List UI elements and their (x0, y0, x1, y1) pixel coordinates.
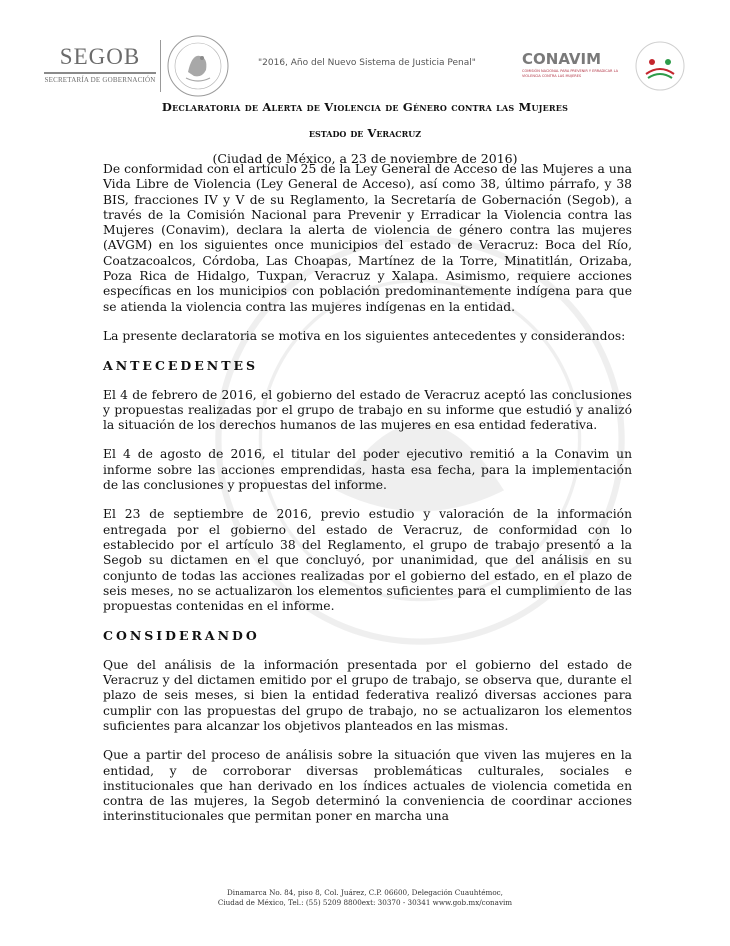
intro-paragraph: De conformidad con el artículo 25 de la Ley General de Acceso de las Mujeres a una Vida Libre de Violencia (Ley General de Acceso), así como 38, último párrafo, y 38 BIS, fracciones IV y V de su Reglamento, la Secretaría de Gobernación (Segob), a través de la Comisión Nacional para Prevenir y Erradicar la Violencia contra las Mujeres (Conavim), declara la alerta de violencia de género contra las mujeres (AVGM) en los siguientes once municipios del estado de Veracruz: Boca del Río, Coatzacoalcos, Córdoba, Las Choapas, Martínez de la Torre, Minatitlán, Orizaba, Poza Rica de Hidalgo, Tuxpan, Veracruz y Xalapa. Asimismo, requiere acciones específicas en los municipios con población predominantemente indígena para que se atienda la violencia contra las mujeres indígenas en la entidad. (103, 162, 632, 314)
conavim-subtitle: COMISIÓN NACIONAL PARA PREVENIR Y ERRADICAR LA VIOLENCIA CONTRA LAS MUJERES (522, 69, 618, 78)
segob-logo (40, 44, 160, 84)
motto-text: "2016, Año del Nuevo Sistema de Justicia Penal" (258, 58, 476, 68)
conavim-logo (522, 50, 622, 79)
mexican-coat-of-arms-icon (166, 34, 230, 98)
title-line-1: Declaratoria de Alerta de Violencia de Género contra las Mujeres (161, 100, 569, 114)
footer-contact: Ciudad de México, Tel.: (55) 5209 8800ext: 30370 - 30341 www.gob.mx/conavim (217, 898, 513, 907)
letterhead (0, 30, 730, 110)
title-date: (Ciudad de México, a 23 de noviembre de 2016) (212, 151, 518, 166)
conavim-name: CONAVIM (522, 50, 602, 68)
considerando-paragraph-1: Que del análisis de la información presentada por el gobierno del estado de Veracruz y del dictamen emitido por el grupo de trabajo, se observa que, durante el plazo de seis meses, si bien la entidad federativa realizó diversas acciones para cumplir con las propuestas del grupo de trabajo, no se actualizaron los elementos suficientes para alcanzar los objetivos planteados en las mismas. (103, 657, 632, 733)
considerando-heading: CONSIDERANDO (103, 628, 260, 644)
antecedente-paragraph-1: El 4 de febrero de 2016, el gobierno del estado de Veracruz aceptó las conclusiones y propuestas realizadas por el grupo de trabajo en su informe que estudió y analizó la situación de los derechos humanos de las mujeres en esa entidad federativa. (103, 387, 632, 433)
segob-subtitle: SECRETARÍA DE GOBERNACIÓN (44, 76, 156, 84)
page-footer (0, 888, 730, 908)
antecedentes-heading: ANTECEDENTES (103, 358, 259, 374)
antecedente-paragraph-2: El 4 de agosto de 2016, el titular del poder ejecutivo remitió a la Conavim un informe sobre las acciones emprendidas, hasta esa fecha, para la implementación de las conclusiones y propuestas del informe. (103, 447, 632, 493)
header-divider (160, 40, 161, 92)
document-body (103, 162, 632, 825)
igualdad-laboral-icon (634, 40, 686, 92)
motive-paragraph: La presente declaratoria se motiva en los siguientes antecedentes y considerandos: (103, 328, 626, 343)
antecedente-paragraph-3: El 23 de septiembre de 2016, previo estudio y valoración de la información entregada por el gobierno del estado de Veracruz, de conformidad con lo establecido por el artículo 38 del Reglamento, el grupo de trabajo presentó a la Segob su dictamen en el que concluyó, por unanimidad, que del análisis en su conjunto de todas las acciones realizadas por el gobierno del estado, en el plazo de seis meses, no se actualizaron los elementos suficientes para el cumplimiento de las propuestas contenidas en el informe. (103, 507, 632, 614)
segob-name: SEGOB (59, 44, 141, 69)
segob-rule (44, 72, 156, 74)
footer-address: Dinamarca No. 84, piso 8, Col. Juárez, C.P. 06600, Delegación Cuauhtémoc, (227, 888, 503, 897)
considerando-paragraph-2: Que a partir del proceso de análisis sobre la situación que viven las mujeres en la entidad, y de corroborar diversas problemáticas culturales, sociales e institucionales que han derivado en los índices actuales de violencia cometida en contra de las mujeres, la Segob determinó la conveniencia de coordinar acciones interinstitucionales que permitan poner en marcha una (103, 748, 632, 824)
title-line-2: estado de Veracruz (308, 125, 422, 140)
